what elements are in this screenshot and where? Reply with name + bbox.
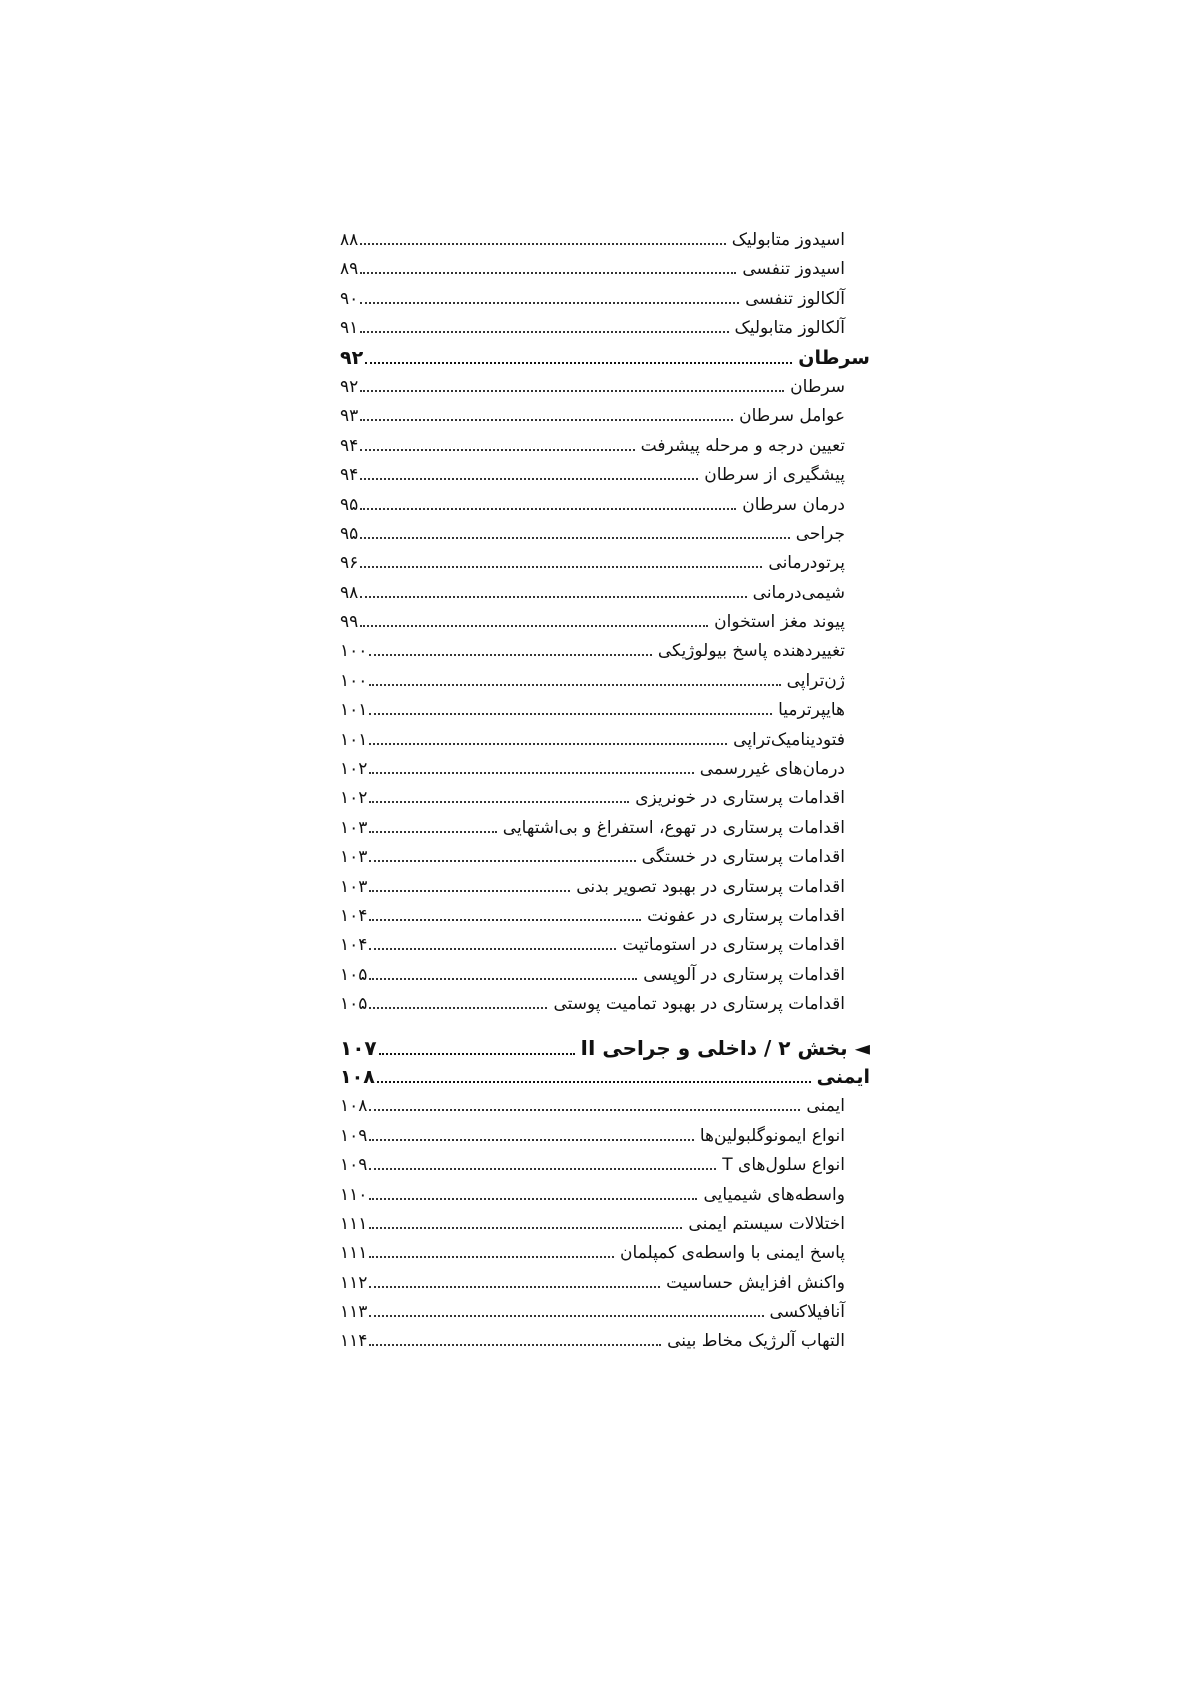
toc-page-number: ۱۱۰ <box>340 1184 368 1205</box>
toc-dot-leader <box>369 1315 763 1317</box>
toc-page-number: ۱۱۱ <box>340 1243 368 1264</box>
toc-entry-title: اقدامات پرستاری در عفونت <box>647 905 845 926</box>
toc-entry <box>340 608 870 637</box>
toc-dot-leader <box>369 1007 547 1009</box>
toc-entry <box>340 873 870 902</box>
toc-entry-title: آلکالوز متابولیک <box>734 318 845 339</box>
toc-dot-leader <box>369 772 693 774</box>
toc-entry <box>340 1210 870 1239</box>
toc-page-number: ۱۰۳ <box>340 876 368 897</box>
toc-page-number: ۹۳ <box>340 406 359 427</box>
toc-entry <box>340 579 870 608</box>
toc-entry <box>340 784 870 813</box>
toc-entry-title: پرتودرمانی <box>768 553 845 574</box>
toc-entry <box>340 843 870 872</box>
toc-entry <box>340 1151 870 1180</box>
toc-entry <box>340 402 870 431</box>
toc-dot-leader <box>369 684 780 686</box>
toc-page-number: ۱۰۱ <box>340 729 368 750</box>
toc-entry-title: پیشگیری از سرطان <box>704 465 845 486</box>
toc-page-number: ۱۰۰ <box>340 670 368 691</box>
toc-page-number: ۱۰۸ <box>340 1096 368 1117</box>
toc-entry-title: اقدامات پرستاری در تهوع، استفراغ و بی‌اشتهایی <box>502 817 845 838</box>
toc-entry-title: انواع ایمونوگلبولین‌ها <box>699 1125 845 1146</box>
toc-entry <box>340 902 870 931</box>
toc-page-number: ۱۱۳ <box>340 1302 368 1323</box>
toc-entry <box>340 226 870 255</box>
toc-entry-title: اسیدوز تنفسی <box>742 259 845 280</box>
toc-page-number: ۹۰ <box>340 288 359 309</box>
toc-dot-leader <box>365 362 792 364</box>
toc-entry <box>340 1181 870 1210</box>
toc-entry <box>340 961 870 990</box>
toc-dot-leader <box>369 1256 614 1258</box>
toc-page-number: ۱۰۳ <box>340 847 368 868</box>
toc-gap <box>340 1020 870 1034</box>
toc-entry <box>340 1239 870 1268</box>
toc-dot-leader <box>360 419 733 421</box>
toc-page-number: ۹۴ <box>340 465 359 486</box>
toc-dot-leader <box>369 1109 800 1111</box>
toc-entry-title: واکنش افزایش حساسیت <box>666 1272 845 1293</box>
toc-page-number: ۹۴ <box>340 435 359 456</box>
toc-entry-title: انواع سلول‌های T <box>722 1155 845 1176</box>
toc-entry <box>340 814 870 843</box>
toc-dot-leader <box>369 713 772 715</box>
toc-page-number: ۹۶ <box>340 553 359 574</box>
toc-dot-leader <box>360 243 725 245</box>
toc-entry-title: واسطه‌های شیمیایی <box>703 1184 845 1205</box>
toc-page-number: ۸۸ <box>340 230 359 250</box>
toc-entry <box>340 1122 870 1151</box>
toc-dot-leader <box>369 1198 697 1200</box>
toc-entry-title: اختلالات سیستم ایمنی <box>688 1213 845 1234</box>
toc-entry <box>340 461 870 490</box>
toc-entry-title: ایمنی <box>806 1096 845 1117</box>
toc-entry-title: اقدامات پرستاری در بهبود تصویر بدنی <box>576 876 845 897</box>
toc-page-number: ۹۵ <box>340 523 359 544</box>
toc-page-number: ۱۰۰ <box>340 641 368 662</box>
toc-page-number: ۱۰۴ <box>340 905 368 926</box>
toc-entry-title: اقدامات پرستاری در آلوپسی <box>643 964 845 985</box>
toc-dot-leader <box>369 919 641 921</box>
toc-page-number: ۱۱۲ <box>340 1272 368 1293</box>
toc-page-number: ۱۰۵ <box>340 994 368 1015</box>
toc-dot-leader <box>369 743 727 745</box>
toc-entry-title: سرطان <box>798 346 870 369</box>
toc-page-number: ۹۲ <box>340 346 364 369</box>
toc-dot-leader <box>369 860 635 862</box>
table-of-contents <box>340 226 870 1357</box>
toc-dot-leader <box>377 1081 811 1083</box>
toc-dot-leader <box>379 1053 575 1055</box>
toc-entry <box>340 432 870 461</box>
toc-entry-title: اقدامات پرستاری در خستگی <box>641 847 845 868</box>
toc-page-number: ۹۹ <box>340 612 359 633</box>
toc-page-number: ۹۸ <box>340 582 359 603</box>
toc-dot-leader <box>360 272 736 274</box>
toc-entry-title: اقدامات پرستاری در خونریزی <box>635 788 845 809</box>
toc-dot-leader <box>360 302 739 304</box>
toc-entry <box>340 373 870 402</box>
toc-page-number: ۱۰۲ <box>340 788 368 809</box>
toc-entry-title: ایمنی <box>816 1065 870 1088</box>
toc-entry <box>340 491 870 520</box>
toc-entry <box>340 520 870 549</box>
toc-entry <box>340 696 870 725</box>
toc-entry <box>340 931 870 960</box>
toc-dot-leader <box>369 1227 682 1229</box>
toc-entry-title: پاسخ ایمنی با واسطه‌ی کمپلمان <box>620 1243 845 1264</box>
toc-entry-title: ◄ بخش ۲ / داخلی و جراحی II <box>580 1035 870 1060</box>
toc-dot-leader <box>369 1168 716 1170</box>
toc-entry-title: درمان سرطان <box>742 494 845 515</box>
toc-entry <box>340 255 870 284</box>
toc-dot-leader <box>369 1139 693 1141</box>
toc-entry-title: اقدامات پرستاری در بهبود تمامیت پوستی <box>553 994 845 1015</box>
toc-dot-leader <box>369 801 629 803</box>
toc-dot-leader <box>369 948 616 950</box>
toc-entry-title: فتودینامیک‌تراپی <box>733 729 845 750</box>
toc-group-2 <box>340 1034 870 1357</box>
toc-dot-leader <box>369 831 496 833</box>
toc-dot-leader <box>369 1286 660 1288</box>
toc-page-number: ۱۰۷ <box>340 1035 377 1060</box>
toc-entry-title: آلکالوز تنفسی <box>745 288 845 309</box>
toc-entry-title: پیوند مغز استخوان <box>714 612 845 633</box>
toc-page-number: ۱۰۴ <box>340 935 368 956</box>
toc-entry <box>340 667 870 696</box>
toc-dot-leader <box>369 654 651 656</box>
toc-page-number: ۱۰۳ <box>340 817 368 838</box>
toc-entry <box>340 314 870 343</box>
toc-entry <box>340 637 870 666</box>
toc-entry <box>340 755 870 784</box>
toc-page-number: ۹۱ <box>340 318 359 339</box>
toc-dot-leader <box>369 890 570 892</box>
toc-entry <box>340 549 870 578</box>
toc-entry <box>340 1092 870 1121</box>
toc-entry <box>340 726 870 755</box>
toc-dot-leader <box>369 1344 661 1346</box>
toc-group-1 <box>340 226 870 1020</box>
toc-dot-leader <box>360 596 746 598</box>
toc-part-heading <box>340 1034 870 1063</box>
toc-page-number: ۱۱۱ <box>340 1213 368 1234</box>
toc-dot-leader <box>360 537 789 539</box>
toc-entry-title: جراحی <box>795 523 845 544</box>
toc-page-number: ۱۰۲ <box>340 759 368 780</box>
toc-entry-title: هایپرترمیا <box>778 700 845 721</box>
toc-dot-leader <box>360 390 784 392</box>
toc-entry-title: اقدامات پرستاری در استوماتیت <box>622 935 845 956</box>
toc-entry-title: آنافیلاکسی <box>769 1302 845 1323</box>
toc-entry-title: شیمی‌درمانی <box>752 582 845 603</box>
toc-page-number: ۱۱۴ <box>340 1331 368 1352</box>
toc-entry <box>340 990 870 1019</box>
toc-entry-title: عوامل سرطان <box>739 406 845 427</box>
toc-entry-title: تعیین درجه و مرحله پیشرفت <box>640 435 845 456</box>
toc-entry <box>340 1298 870 1327</box>
toc-entry-title: التهاب آلرژیک مخاط بینی <box>667 1331 845 1352</box>
toc-page-number: ۱۰۱ <box>340 700 368 721</box>
toc-dot-leader <box>360 508 736 510</box>
toc-dot-leader <box>360 331 728 333</box>
toc-page-number: ۸۹ <box>340 259 359 280</box>
toc-page-number: ۱۰۹ <box>340 1155 368 1176</box>
toc-dot-leader <box>360 566 762 568</box>
toc-entry <box>340 1269 870 1298</box>
toc-page-number: ۱۰۹ <box>340 1125 368 1146</box>
toc-dot-leader <box>360 625 708 627</box>
toc-entry-title: سرطان <box>790 376 845 397</box>
toc-entry-title: درمان‌های غیررسمی <box>699 759 845 780</box>
toc-page-number: ۱۰۸ <box>340 1065 375 1088</box>
toc-entry-title: تغییردهنده پاسخ بیولوژیکی <box>657 641 845 662</box>
toc-dot-leader <box>360 478 698 480</box>
toc-entry-title: اسیدوز متابولیک <box>731 230 845 250</box>
toc-chapter-heading <box>340 1063 870 1092</box>
toc-page-number: ۹۲ <box>340 376 359 397</box>
toc-chapter-heading <box>340 344 870 373</box>
toc-dot-leader <box>360 449 634 451</box>
toc-dot-leader <box>369 978 637 980</box>
toc-entry <box>340 285 870 314</box>
toc-entry <box>340 1327 870 1356</box>
toc-page-number: ۱۰۵ <box>340 964 368 985</box>
toc-entry-title: ژن‌تراپی <box>786 670 845 691</box>
toc-page-number: ۹۵ <box>340 494 359 515</box>
